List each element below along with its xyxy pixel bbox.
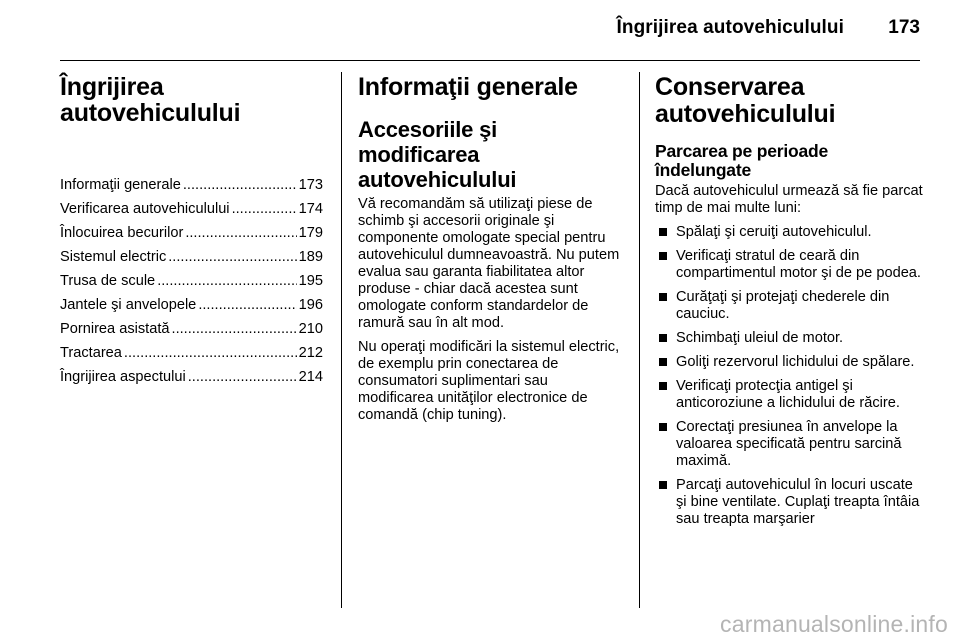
square-bullet-icon	[659, 358, 667, 366]
toc-leader	[183, 176, 297, 194]
section-title-line2: autovehiculului	[655, 100, 836, 128]
square-bullet-icon	[659, 252, 667, 260]
toc-leader	[185, 224, 296, 242]
toc-item-label: Tractarea	[60, 345, 122, 361]
list-item-text: Verificaţi protecţia antigel şi anticoroziune a lichidului de răcire.	[676, 378, 900, 411]
list-item-text: Parcaţi autovehiculul în locuri uscate şi bine ventilate. Cuplaţi treapta întâia sau treapta marşarier	[676, 477, 920, 527]
toc-item-page: 174	[298, 201, 323, 217]
chapter-title	[60, 74, 323, 126]
toc-item-label: Trusa de scule	[60, 273, 156, 289]
toc-leader	[198, 296, 296, 314]
toc-item-page: 195	[298, 273, 323, 289]
toc-item-label: Jantele şi anvelopele	[60, 297, 197, 313]
square-bullet-icon	[659, 423, 667, 431]
section-subtitle-line2: autovehiculului	[358, 167, 517, 192]
list-item	[655, 330, 925, 347]
table-of-contents	[60, 176, 323, 386]
list-item	[655, 378, 925, 412]
list-item-text: Goliţi rezervorul lichidului de spălare.	[676, 354, 915, 370]
square-bullet-icon	[659, 228, 667, 236]
toc-item[interactable]	[60, 176, 323, 194]
watermark: carmanualsonline.info	[720, 611, 948, 637]
toc-item-page: 189	[298, 249, 323, 265]
chapter-title-line1: Îngrijirea	[60, 73, 164, 101]
list-item-text: Verificaţi stratul de ceară din compartimentul motor şi de pe podea.	[676, 248, 921, 281]
toc-item[interactable]	[60, 200, 323, 218]
header-title: Îngrijirea autovehiculului	[616, 17, 844, 38]
toc-item[interactable]	[60, 344, 323, 362]
toc-item-page: 210	[298, 321, 323, 337]
chapter-title-line2: autovehiculului	[60, 99, 241, 127]
section-title	[655, 74, 925, 128]
body-paragraph: Nu operaţi modificări la sistemul electric, de exemplu prin conectarea de consumatori suplimentari sau modificarea unităţilor electronice de comandă (chip tuning).	[358, 339, 620, 423]
column-divider-right	[639, 72, 640, 608]
toc-item-label: Verificarea autovehiculului	[60, 201, 230, 217]
subsection-title	[655, 142, 925, 180]
subsection-title-line2: îndelungate	[655, 160, 751, 180]
toc-item[interactable]	[60, 272, 323, 290]
list-item-text: Curăţaţi şi protejaţi chederele din cauciuc.	[676, 289, 890, 322]
toc-item-label: Înlocuirea becurilor	[60, 225, 184, 241]
toc-leader	[232, 200, 297, 218]
toc-item-page: 173	[298, 177, 323, 193]
square-bullet-icon	[659, 481, 667, 489]
list-item	[655, 289, 925, 323]
toc-item-label: Sistemul electric	[60, 249, 167, 265]
toc-leader	[172, 320, 297, 338]
toc-item[interactable]	[60, 248, 323, 266]
toc-leader	[157, 272, 296, 290]
page-header	[60, 0, 920, 61]
middle-column	[358, 74, 620, 431]
section-title: Informaţii generale	[358, 73, 578, 101]
list-item-text: Corectaţi presiunea în anvelope la valoarea specificată pentru sarcină maximă.	[676, 419, 902, 469]
toc-item[interactable]	[60, 320, 323, 338]
toc-item[interactable]	[60, 368, 323, 386]
toc-item-page: 212	[298, 345, 323, 361]
square-bullet-icon	[659, 382, 667, 390]
body-paragraph: Vă recomandăm să utilizaţi piese de schimb şi accesorii originale şi componente omologate special pentru autovehiculul dumneavoastră. Nu putem evalua sau garanta fiabilitatea altor produse - chiar dacă acestea sunt omologate conform standardelor de ramură sau în alt mod.	[358, 196, 620, 331]
section-subtitle-line1: Accesoriile şi modificarea	[358, 117, 498, 167]
toc-item-label: Pornirea asistată	[60, 321, 170, 337]
right-column	[655, 74, 925, 535]
toc-item-page: 196	[298, 297, 323, 313]
list-item	[655, 224, 925, 241]
list-item	[655, 248, 925, 282]
toc-leader	[188, 368, 297, 386]
section-title-line1: Conservarea	[655, 73, 805, 101]
square-bullet-icon	[659, 293, 667, 301]
toc-item[interactable]	[60, 224, 323, 242]
list-item	[655, 354, 925, 371]
list-item	[655, 419, 925, 470]
column-divider-left	[341, 72, 342, 608]
toc-item-label: Îngrijirea aspectului	[60, 369, 186, 385]
section-subtitle	[358, 117, 620, 192]
intro-paragraph: Dacă autovehiculul urmează să fie parcat timp de mai multe luni:	[655, 183, 923, 216]
toc-leader	[168, 248, 296, 266]
toc-item-page: 179	[298, 225, 323, 241]
page-number: 173	[888, 17, 920, 38]
bullet-list	[655, 224, 925, 528]
toc-item-label: Informaţii generale	[60, 177, 181, 193]
subsection-title-line1: Parcarea pe perioade	[655, 141, 829, 161]
toc-item[interactable]	[60, 296, 323, 314]
square-bullet-icon	[659, 334, 667, 342]
left-column	[60, 74, 323, 392]
list-item-text: Spălaţi şi ceruiţi autovehiculul.	[676, 224, 872, 240]
toc-leader	[124, 344, 297, 362]
list-item-text: Schimbaţi uleiul de motor.	[676, 330, 844, 346]
toc-item-page: 214	[298, 369, 323, 385]
list-item	[655, 477, 925, 528]
